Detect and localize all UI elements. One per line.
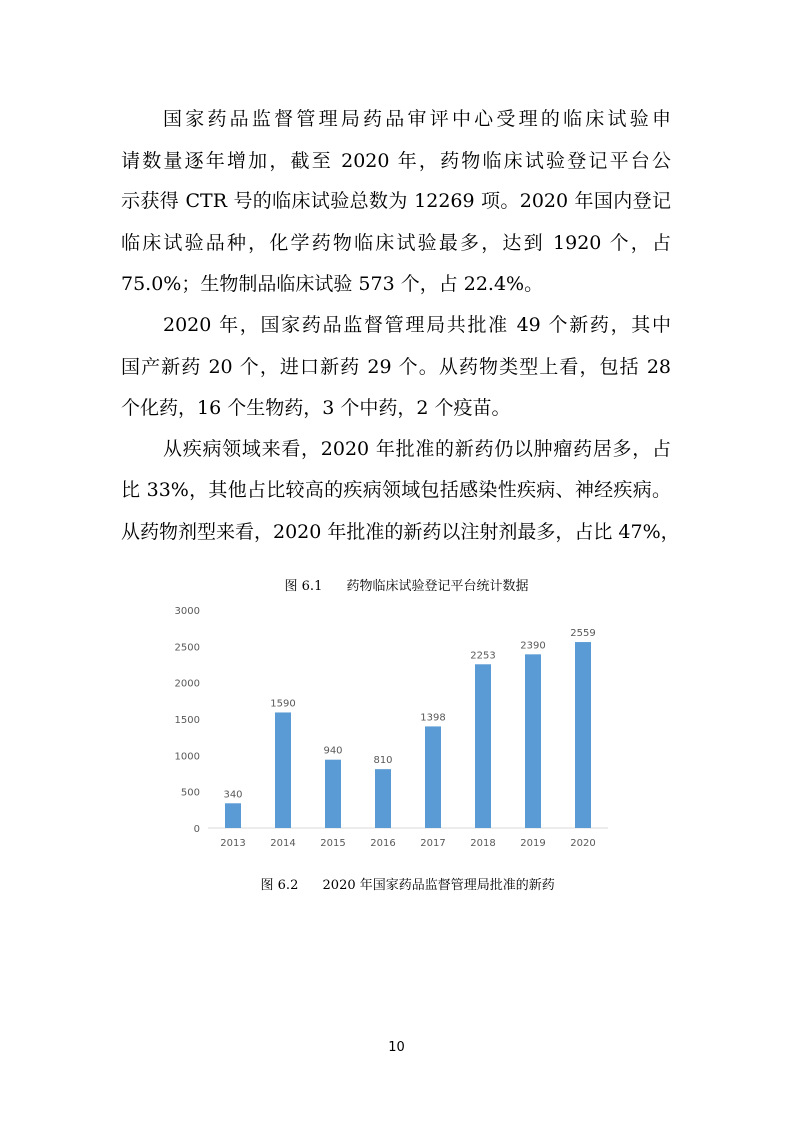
- paragraph-line: 示获得 CTR 号的临床试验总数为 12269 项。2020 年国内登记: [121, 190, 671, 212]
- data-label: 940: [323, 745, 343, 757]
- bar: [275, 712, 291, 828]
- bar: [375, 769, 391, 828]
- data-label: 2253: [470, 650, 496, 662]
- y-tick-label: 1000: [174, 751, 200, 763]
- bar: [225, 803, 241, 828]
- data-label: 1398: [420, 712, 446, 724]
- bar: [575, 642, 591, 828]
- paragraph-line: 2020 年，国家药品监督管理局共批准 49 个新药，其中: [163, 314, 671, 336]
- paragraph-line: 75.0%；生物制品临床试验 573 个，占 22.4%。: [121, 273, 544, 295]
- page-number: 10: [388, 1040, 405, 1055]
- figure-caption-6-2: [244, 862, 555, 910]
- data-label: 1590: [270, 698, 296, 710]
- paragraph-line: 从疾病领域来看，2020 年批准的新药仍以肿瘤药居多，占: [163, 438, 671, 460]
- bar: [475, 664, 491, 828]
- caption-text: 药物临床试验登记平台统计数据: [346, 579, 529, 594]
- data-label: 2559: [570, 628, 596, 640]
- x-tick-label: 2013: [220, 838, 246, 849]
- paragraph-line: 个化药，16 个生物药，3 个中药，2 个疫苗。: [121, 397, 511, 419]
- paragraph-line: 临床试验品种，化学药物临床试验最多，达到 1920 个，占: [121, 232, 671, 254]
- y-tick-label: 0: [193, 824, 200, 835]
- data-label: 810: [373, 755, 393, 767]
- data-label: 340: [223, 789, 243, 801]
- x-tick-label: 2014: [270, 838, 296, 849]
- bar: [525, 654, 541, 828]
- x-tick-label: 2016: [370, 838, 396, 849]
- x-tick-label: 2018: [470, 838, 496, 849]
- paragraph-line: 国产新药 20 个，进口新药 29 个。从药物类型上看，包括 28: [121, 356, 671, 378]
- x-tick-label: 2015: [320, 838, 346, 849]
- data-label: 2390: [520, 640, 546, 652]
- paragraph-line: 比 33%，其他占比较高的疾病领域包括感染性疾病、神经疾病。: [121, 479, 671, 501]
- x-tick-label: 2020: [570, 838, 596, 849]
- paragraph-line: 请数量逐年增加，截至 2020 年，药物临床试验登记平台公: [121, 150, 671, 172]
- caption-text: 2020 年国家药品监督管理局批准的新药: [322, 878, 555, 893]
- caption-number: 图 6.1: [284, 579, 323, 594]
- paragraph-line: 国家药品监督管理局药品审评中心受理的临床试验申: [163, 108, 671, 130]
- x-tick-label: 2017: [420, 838, 446, 849]
- y-tick-label: 500: [180, 787, 200, 799]
- y-tick-label: 2500: [174, 642, 200, 654]
- caption-number: 图 6.2: [260, 878, 299, 893]
- bar-chart: [168, 596, 618, 856]
- paragraph-line: 从药物剂型来看，2020 年批准的新药以注射剂最多，占比 47%，: [121, 521, 680, 543]
- x-tick-label: 2019: [520, 838, 546, 849]
- bar: [425, 726, 441, 828]
- y-tick-label: 2000: [174, 678, 200, 690]
- y-tick-label: 1500: [174, 715, 200, 726]
- y-tick-label: 3000: [174, 606, 200, 617]
- bar: [325, 760, 341, 828]
